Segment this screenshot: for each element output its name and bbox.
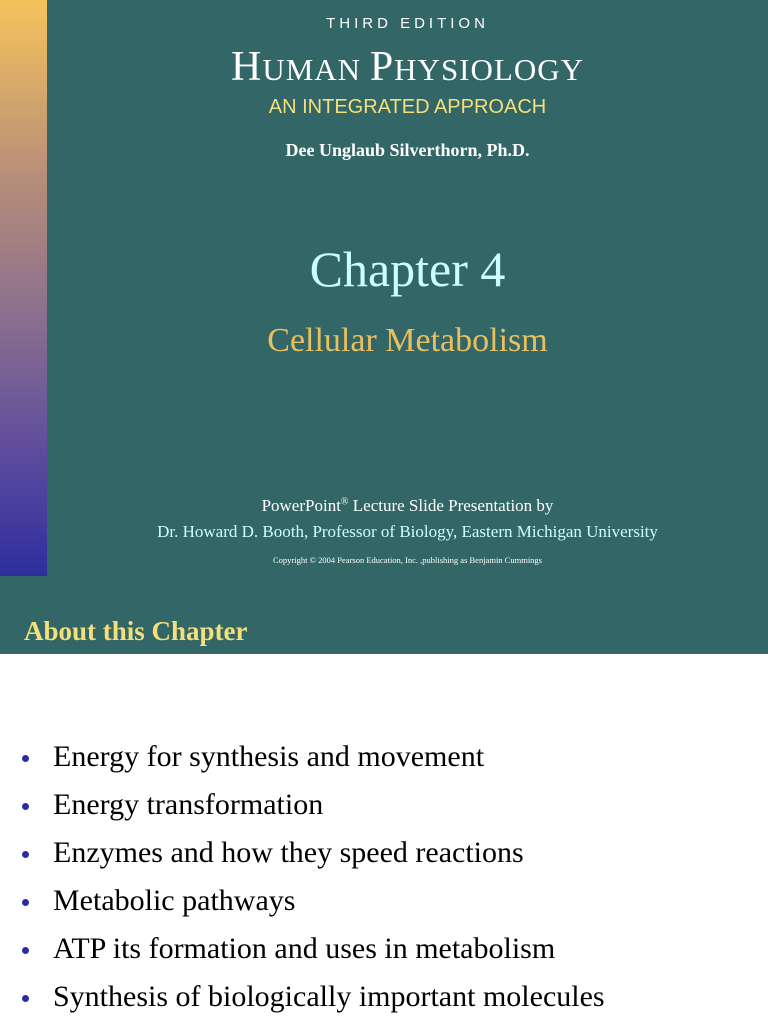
- bullet-text: Energy transformation: [53, 788, 324, 821]
- bullet-text: Energy for synthesis and movement: [53, 740, 485, 773]
- bullet-icon: [22, 899, 29, 906]
- book-title-part-1: UMAN: [262, 52, 370, 87]
- bullet-icon: [22, 995, 29, 1002]
- bullet-text: ATP its formation and uses in metabolism: [53, 932, 556, 965]
- about-chapter-slide: [0, 576, 768, 1024]
- chapter-title: Cellular Metabolism: [267, 322, 548, 359]
- bullet-text: Metabolic pathways: [53, 884, 296, 917]
- bullet-text: Synthesis of biologically important molecules: [53, 980, 605, 1013]
- decorative-gradient-bar: [0, 0, 47, 576]
- bullet-icon: [22, 851, 29, 858]
- edition-label: THIRD EDITION: [326, 15, 489, 32]
- registered-mark: ®: [340, 496, 349, 508]
- presentation-credit: [47, 496, 768, 516]
- presentation-suffix: Lecture Slide Presentation by: [348, 496, 554, 515]
- author-name: Dee Unglaub Silverthorn, Ph.D.: [285, 140, 530, 160]
- book-title-part-2: HYSIOLOGY: [394, 52, 584, 87]
- presenter-name: Dr. Howard D. Booth, Professor of Biology, Eastern Michigan University: [157, 522, 658, 541]
- book-title-initial-1: H: [230, 44, 263, 90]
- chapter-number: Chapter 4: [309, 241, 506, 297]
- bullet-icon: [22, 803, 29, 810]
- bullet-text: Enzymes and how they speed reactions: [53, 836, 524, 869]
- slide-title: About this Chapter: [24, 616, 248, 646]
- book-subtitle: AN INTEGRATED APPROACH: [268, 96, 547, 118]
- bullet-icon: [22, 755, 29, 762]
- bullet-icon: [22, 947, 29, 954]
- book-title-initial-2: P: [369, 44, 395, 90]
- copyright-notice: Copyright © 2004 Pearson Education, Inc. ,publishing as Benjamin Cummings: [273, 555, 542, 565]
- presentation-prefix: PowerPoint: [261, 496, 341, 515]
- book-title: [47, 44, 768, 90]
